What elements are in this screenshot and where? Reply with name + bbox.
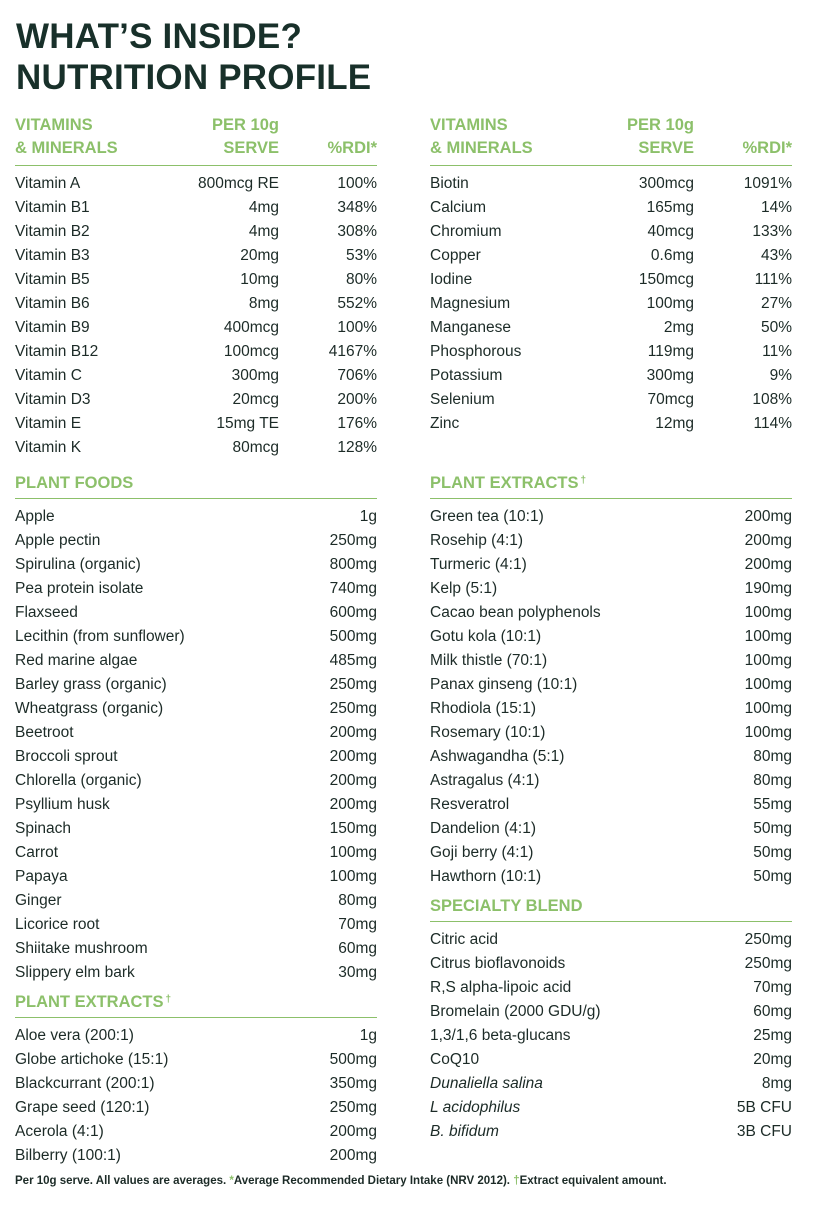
list-item (15, 601, 377, 625)
nutrient-rdi: 176% (337, 415, 377, 432)
nutrient-name: Vitamin B9 (15, 319, 90, 336)
ingredient-amount: 8mg (761, 1075, 792, 1092)
nutrient-rdi: 128% (337, 439, 377, 456)
nutrient-amount: 400mcg (223, 319, 279, 336)
list-item (430, 841, 792, 865)
nutrient-name: Vitamin D3 (15, 391, 91, 408)
list-item (430, 1072, 792, 1096)
table-row (430, 220, 792, 244)
nutrient-name: Vitamin A (15, 175, 81, 192)
nutrient-amount: 40mcg (647, 223, 694, 240)
ingredient-name: Cacao bean polyphenols (430, 604, 601, 621)
ingredient-name: Psyllium husk (15, 796, 110, 813)
nutrient-amount: 100mcg (223, 343, 279, 360)
nutrient-name: Vitamin B5 (15, 271, 90, 288)
nutrient-amount: 165mg (646, 199, 694, 216)
ingredient-amount: 100mg (744, 700, 792, 717)
nutrient-name: Vitamin C (15, 367, 82, 384)
ingredient-amount: 70mg (338, 916, 377, 933)
ingredient-amount: 250mg (744, 955, 792, 972)
header-rdi: %RDI* (742, 139, 792, 157)
ingredient-amount: 250mg (329, 1099, 377, 1116)
ingredient-amount: 5B CFU (736, 1099, 792, 1116)
ingredient-name: Kelp (5:1) (430, 580, 498, 597)
plant-foods-heading (15, 472, 377, 499)
plant-extracts-left-heading (15, 991, 377, 1018)
nutrient-rdi: 308% (337, 223, 377, 240)
nutrient-amount: 70mcg (647, 391, 694, 408)
list-item (430, 817, 792, 841)
header-serve (165, 114, 279, 160)
dagger-mark: † (580, 475, 587, 486)
list-item (430, 721, 792, 745)
nutrient-rdi: 706% (337, 367, 377, 384)
ingredient-name: Acerola (4:1) (15, 1123, 104, 1140)
ingredient-name: Green tea (10:1) (430, 508, 544, 525)
table-row (430, 340, 792, 364)
list-item (15, 961, 377, 985)
ingredient-name: Spinach (15, 820, 72, 837)
table-row (15, 244, 377, 268)
list-item (430, 1048, 792, 1072)
list-item (430, 793, 792, 817)
list-item (15, 553, 377, 577)
ingredient-name: Dunaliella salina (430, 1075, 543, 1092)
ingredient-name: R,S alpha-lipoic acid (430, 979, 572, 996)
ingredient-name: Red marine algae (15, 652, 138, 669)
ingredient-amount: 70mg (753, 979, 792, 996)
ingredient-name: Aloe vera (200:1) (15, 1027, 134, 1044)
ingredient-amount: 20mg (753, 1051, 792, 1068)
nutrient-amount: 4mg (248, 199, 279, 216)
nutrient-rdi: 133% (752, 223, 792, 240)
list-item (430, 745, 792, 769)
nutrient-amount: 12mg (655, 415, 694, 432)
title-line-1: WHAT’S INSIDE? (16, 17, 303, 56)
nutrient-amount: 0.6mg (650, 247, 694, 264)
nutrient-name: Potassium (430, 367, 503, 384)
list-item (430, 553, 792, 577)
nutrient-name: Biotin (430, 175, 469, 192)
ingredient-name: Shiitake mushroom (15, 940, 148, 957)
ingredient-amount: 200mg (329, 748, 377, 765)
nutrient-amount: 100mg (646, 295, 694, 312)
plant-extracts-right-list (430, 505, 792, 889)
plant-foods-list (15, 505, 377, 985)
nutrient-amount: 300mcg (638, 175, 694, 192)
header-name (15, 114, 165, 160)
ingredient-name: Rosehip (4:1) (430, 532, 524, 549)
ingredient-amount: 200mg (329, 1147, 377, 1164)
nutrient-amount: 4mg (248, 223, 279, 240)
left-column (15, 114, 377, 1168)
ingredient-name: Bromelain (2000 GDU/g) (430, 1003, 601, 1020)
ingredient-name: Spirulina (organic) (15, 556, 141, 573)
table-row (15, 292, 377, 316)
ingredient-amount: 55mg (753, 796, 792, 813)
nutrient-rdi: 100% (337, 175, 377, 192)
list-item (430, 649, 792, 673)
ingredient-amount: 600mg (329, 604, 377, 621)
ingredient-amount: 485mg (329, 652, 377, 669)
header-name-line1: VITAMINS (15, 116, 93, 134)
nutrient-amount: 119mg (647, 343, 694, 360)
list-item (15, 913, 377, 937)
nutrient-rdi: 14% (760, 199, 792, 216)
list-item (15, 625, 377, 649)
nutrient-name: Vitamin B3 (15, 247, 90, 264)
nutrient-rdi: 200% (337, 391, 377, 408)
ingredient-name: Resveratrol (430, 796, 510, 813)
ingredient-name: Grape seed (120:1) (15, 1099, 150, 1116)
list-item (15, 1072, 377, 1096)
ingredient-name: Globe artichoke (15:1) (15, 1051, 169, 1068)
ingredient-amount: 80mg (338, 892, 377, 909)
nutrient-name: Vitamin B6 (15, 295, 90, 312)
list-item (15, 673, 377, 697)
ingredient-amount: 60mg (338, 940, 377, 957)
ingredient-amount: 250mg (744, 931, 792, 948)
nutrient-name: Phosphorous (430, 343, 522, 360)
specialty-blend-heading (430, 895, 792, 922)
ingredient-amount: 200mg (329, 1123, 377, 1140)
nutrient-name: Zinc (430, 415, 460, 432)
table-row (430, 196, 792, 220)
ingredient-name: Apple (15, 508, 55, 525)
nutrient-rdi: 11% (762, 343, 792, 360)
table-row (15, 172, 377, 196)
list-item (15, 721, 377, 745)
dagger-mark: † (165, 994, 172, 1005)
ingredient-amount: 100mg (329, 868, 377, 885)
vitamins-list-left (15, 172, 377, 460)
nutrient-rdi: 53% (345, 247, 377, 264)
ingredient-name: Turmeric (4:1) (430, 556, 527, 573)
list-item (15, 745, 377, 769)
ingredient-name: Barley grass (organic) (15, 676, 167, 693)
ingredient-amount: 50mg (753, 820, 792, 837)
list-item (430, 1024, 792, 1048)
ingredient-amount: 80mg (753, 748, 792, 765)
ingredient-name: Goji berry (4:1) (430, 844, 534, 861)
vitamins-header-right (430, 114, 792, 166)
ingredient-name: Bilberry (100:1) (15, 1147, 121, 1164)
nutrient-rdi: 80% (345, 271, 377, 288)
list-item (430, 529, 792, 553)
nutrient-amount: 20mg (240, 247, 279, 264)
vitamins-list-right (430, 172, 792, 436)
ingredient-name: Lecithin (from sunflower) (15, 628, 185, 645)
nutrient-name: Chromium (430, 223, 502, 240)
nutrient-name: Copper (430, 247, 481, 264)
ingredient-name: Ginger (15, 892, 62, 909)
table-row (430, 316, 792, 340)
table-row (15, 436, 377, 460)
ingredient-name: Chlorella (organic) (15, 772, 142, 789)
table-row (430, 292, 792, 316)
table-row (15, 388, 377, 412)
ingredient-name: Astragalus (4:1) (430, 772, 540, 789)
list-item (15, 529, 377, 553)
nutrient-amount: 150mcg (638, 271, 694, 288)
list-item (430, 505, 792, 529)
list-item (430, 928, 792, 952)
ingredient-name: Rosemary (10:1) (430, 724, 546, 741)
header-serve-line2: SERVE (638, 139, 694, 157)
nutrient-name: Manganese (430, 319, 512, 336)
ingredient-amount: 200mg (329, 772, 377, 789)
ingredient-name: Panax ginseng (10:1) (430, 676, 578, 693)
list-item (430, 625, 792, 649)
list-item (15, 817, 377, 841)
list-item (430, 976, 792, 1000)
ingredient-name: Broccoli sprout (15, 748, 118, 765)
header-name-line2: & MINERALS (430, 139, 533, 157)
ingredient-amount: 190mg (744, 580, 792, 597)
title-line-2: NUTRITION PROFILE (16, 58, 372, 97)
ingredient-amount: 25mg (753, 1027, 792, 1044)
nutrient-name: Selenium (430, 391, 495, 408)
header-serve (580, 114, 694, 160)
nutrient-rdi: 348% (337, 199, 377, 216)
table-row (430, 412, 792, 436)
header-serve-line1: PER 10g (627, 116, 694, 134)
table-row (15, 196, 377, 220)
list-item (15, 865, 377, 889)
list-item (430, 1000, 792, 1024)
ingredient-amount: 1g (359, 508, 377, 525)
ingredient-name: CoQ10 (430, 1051, 480, 1068)
list-item (15, 1048, 377, 1072)
ingredient-amount: 50mg (753, 844, 792, 861)
ingredient-name: B. bifidum (430, 1123, 499, 1140)
list-item (15, 1096, 377, 1120)
table-row (15, 220, 377, 244)
nutrient-name: Calcium (430, 199, 486, 216)
list-item (430, 769, 792, 793)
nutrient-rdi: 9% (769, 367, 792, 384)
nutrient-rdi: 1091% (743, 175, 792, 192)
ingredient-name: Gotu kola (10:1) (430, 628, 542, 645)
list-item (430, 577, 792, 601)
ingredient-name: Milk thistle (70:1) (430, 652, 548, 669)
table-row (430, 268, 792, 292)
ingredient-name: Rhodiola (15:1) (430, 700, 536, 717)
ingredient-amount: 250mg (329, 676, 377, 693)
ingredient-amount: 1g (359, 1027, 377, 1044)
list-item (15, 769, 377, 793)
ingredient-amount: 250mg (329, 532, 377, 549)
footnote (15, 1175, 667, 1187)
header-name (430, 114, 580, 160)
ingredient-amount: 80mg (753, 772, 792, 789)
header-serve-line2: SERVE (223, 139, 279, 157)
ingredient-name: Papaya (15, 868, 68, 885)
list-item (430, 952, 792, 976)
ingredient-amount: 100mg (744, 604, 792, 621)
list-item (15, 505, 377, 529)
page-title (16, 16, 371, 98)
list-item (15, 1144, 377, 1168)
plant-extracts-left-heading-text: PLANT EXTRACTS (15, 993, 164, 1011)
nutrient-amount: 800mcg RE (198, 175, 279, 192)
list-item (15, 937, 377, 961)
footnote-part1: Per 10g serve. All values are averages. (15, 1175, 230, 1187)
nutrient-name: Vitamin B12 (15, 343, 99, 360)
ingredient-amount: 30mg (338, 964, 377, 981)
nutrient-amount: 2mg (663, 319, 694, 336)
ingredient-amount: 200mg (329, 724, 377, 741)
nutrient-rdi: 111% (754, 271, 792, 288)
ingredient-name: Dandelion (4:1) (430, 820, 536, 837)
list-item (430, 673, 792, 697)
nutrient-name: Magnesium (430, 295, 511, 312)
nutrient-rdi: 114% (753, 415, 792, 432)
specialty-blend-list (430, 928, 792, 1144)
list-item (430, 601, 792, 625)
nutrient-name: Iodine (430, 271, 473, 288)
ingredient-name: Citric acid (430, 931, 499, 948)
nutrient-name: Vitamin E (15, 415, 82, 432)
ingredient-amount: 50mg (753, 868, 792, 885)
plant-foods-heading-text: PLANT FOODS (15, 474, 134, 492)
nutrient-name: Vitamin K (15, 439, 82, 456)
asterisk-mark: * (229, 1175, 234, 1187)
table-row (15, 340, 377, 364)
ingredient-name: Ashwagandha (5:1) (430, 748, 565, 765)
nutrient-name: Vitamin B2 (15, 223, 90, 240)
table-row (430, 172, 792, 196)
table-row (15, 268, 377, 292)
ingredient-amount: 250mg (329, 700, 377, 717)
ingredient-amount: 150mg (329, 820, 377, 837)
list-item (430, 697, 792, 721)
list-item (430, 1120, 792, 1144)
ingredient-name: Apple pectin (15, 532, 101, 549)
table-row (15, 364, 377, 388)
ingredient-amount: 100mg (744, 724, 792, 741)
ingredient-amount: 60mg (753, 1003, 792, 1020)
ingredient-amount: 200mg (744, 556, 792, 573)
nutrient-rdi: 108% (752, 391, 792, 408)
list-item (15, 1120, 377, 1144)
ingredient-name: Hawthorn (10:1) (430, 868, 542, 885)
table-row (15, 412, 377, 436)
specialty-blend-heading-text: SPECIALTY BLEND (430, 897, 583, 915)
ingredient-name: Slippery elm bark (15, 964, 135, 981)
ingredient-amount: 500mg (329, 628, 377, 645)
ingredient-amount: 500mg (329, 1051, 377, 1068)
ingredient-name: Beetroot (15, 724, 74, 741)
ingredient-amount: 200mg (744, 532, 792, 549)
ingredient-name: Licorice root (15, 916, 100, 933)
header-serve-line1: PER 10g (212, 116, 279, 134)
ingredient-name: Flaxseed (15, 604, 78, 621)
right-column (430, 114, 792, 1144)
ingredient-name: Pea protein isolate (15, 580, 144, 597)
nutrient-rdi: 43% (760, 247, 792, 264)
header-name-line1: VITAMINS (430, 116, 508, 134)
ingredient-amount: 100mg (744, 676, 792, 693)
table-row (15, 316, 377, 340)
list-item (15, 577, 377, 601)
nutrient-amount: 8mg (248, 295, 279, 312)
ingredient-amount: 3B CFU (736, 1123, 792, 1140)
list-item (15, 1024, 377, 1048)
nutrient-rdi: 27% (760, 295, 792, 312)
ingredient-amount: 100mg (329, 844, 377, 861)
vitamins-header-left (15, 114, 377, 166)
list-item (15, 841, 377, 865)
ingredient-name: 1,3/1,6 beta-glucans (430, 1027, 571, 1044)
header-rdi: %RDI* (327, 139, 377, 157)
ingredient-amount: 100mg (744, 652, 792, 669)
list-item (15, 697, 377, 721)
plant-extracts-right-heading (430, 472, 792, 499)
ingredient-name: Carrot (15, 844, 59, 861)
list-item (15, 649, 377, 673)
ingredient-amount: 200mg (329, 796, 377, 813)
table-row (430, 244, 792, 268)
list-item (430, 1096, 792, 1120)
nutrient-amount: 15mg TE (216, 415, 279, 432)
ingredient-amount: 800mg (329, 556, 377, 573)
nutrient-rdi: 552% (337, 295, 377, 312)
ingredient-amount: 350mg (329, 1075, 377, 1092)
dagger-mark: † (513, 1175, 520, 1187)
nutrient-amount: 300mg (646, 367, 694, 384)
ingredient-name: L acidophilus (430, 1099, 521, 1116)
nutrient-amount: 20mcg (232, 391, 279, 408)
list-item (430, 865, 792, 889)
table-row (430, 364, 792, 388)
plant-extracts-right-heading-text: PLANT EXTRACTS (430, 474, 579, 492)
nutrient-amount: 10mg (240, 271, 279, 288)
ingredient-name: Blackcurrant (200:1) (15, 1075, 155, 1092)
nutrient-name: Vitamin B1 (15, 199, 90, 216)
table-row (430, 388, 792, 412)
footnote-part3: Extract equivalent amount. (519, 1175, 667, 1187)
ingredient-amount: 100mg (744, 628, 792, 645)
plant-extracts-left-list (15, 1024, 377, 1168)
ingredient-name: Citrus bioflavonoids (430, 955, 566, 972)
nutrient-amount: 80mcg (232, 439, 279, 456)
nutrient-rdi: 100% (337, 319, 377, 336)
ingredient-amount: 200mg (744, 508, 792, 525)
list-item (15, 889, 377, 913)
ingredient-name: Wheatgrass (organic) (15, 700, 164, 717)
list-item (15, 793, 377, 817)
footnote-part2: Average Recommended Dietary Intake (NRV 2012). (233, 1175, 514, 1187)
header-name-line2: & MINERALS (15, 139, 118, 157)
ingredient-amount: 740mg (329, 580, 377, 597)
nutrient-amount: 300mg (231, 367, 279, 384)
nutrient-rdi: 4167% (328, 343, 377, 360)
nutrient-rdi: 50% (760, 319, 792, 336)
